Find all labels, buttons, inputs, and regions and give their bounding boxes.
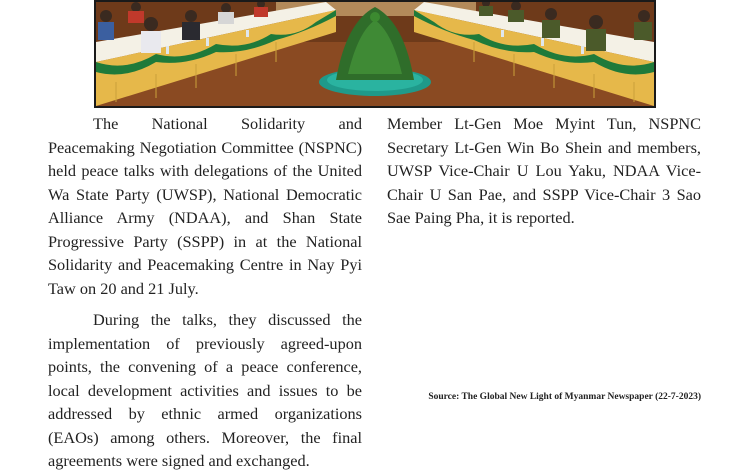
article-paragraph: The National Solidarity and Peacemaking Negotiation Committee (NSPNC) held peace talks with delegations of the United Wa State Party (UWSP), National Democratic Alliance Army (NDAA), and Shan State Progressive Party (SSPP) in at the National Solidarity and Peacemaking Centre in Nay Pyi Taw on 20 and 21 July. xyxy=(48,114,362,298)
article-paragraph: During the talks, they discussed the implementation of previously agreed-upon points, the convening of a peace conference, local development activities and issues to be addressed by ethnic armed organizations (EAOs) among others. Moreover, the final agreements were signed and exchanged. xyxy=(48,310,362,470)
article-column-right xyxy=(387,112,701,230)
meeting-photo xyxy=(94,0,656,108)
source-credit: Source: The Global New Light of Myanmar Newspaper (22-7-2023) xyxy=(428,392,701,402)
article-column-left xyxy=(48,112,362,473)
article-paragraph: Member Lt-Gen Moe Myint Tun, NSPNC Secretary Lt-Gen Win Bo Shein and members, UWSP Vice-Chair U Lou Yaku, NDAA Vice-Chair U San Pae, and SSPP Vice-Chair 3 Sao Sae Paing Pha, it is reported. xyxy=(387,114,701,227)
